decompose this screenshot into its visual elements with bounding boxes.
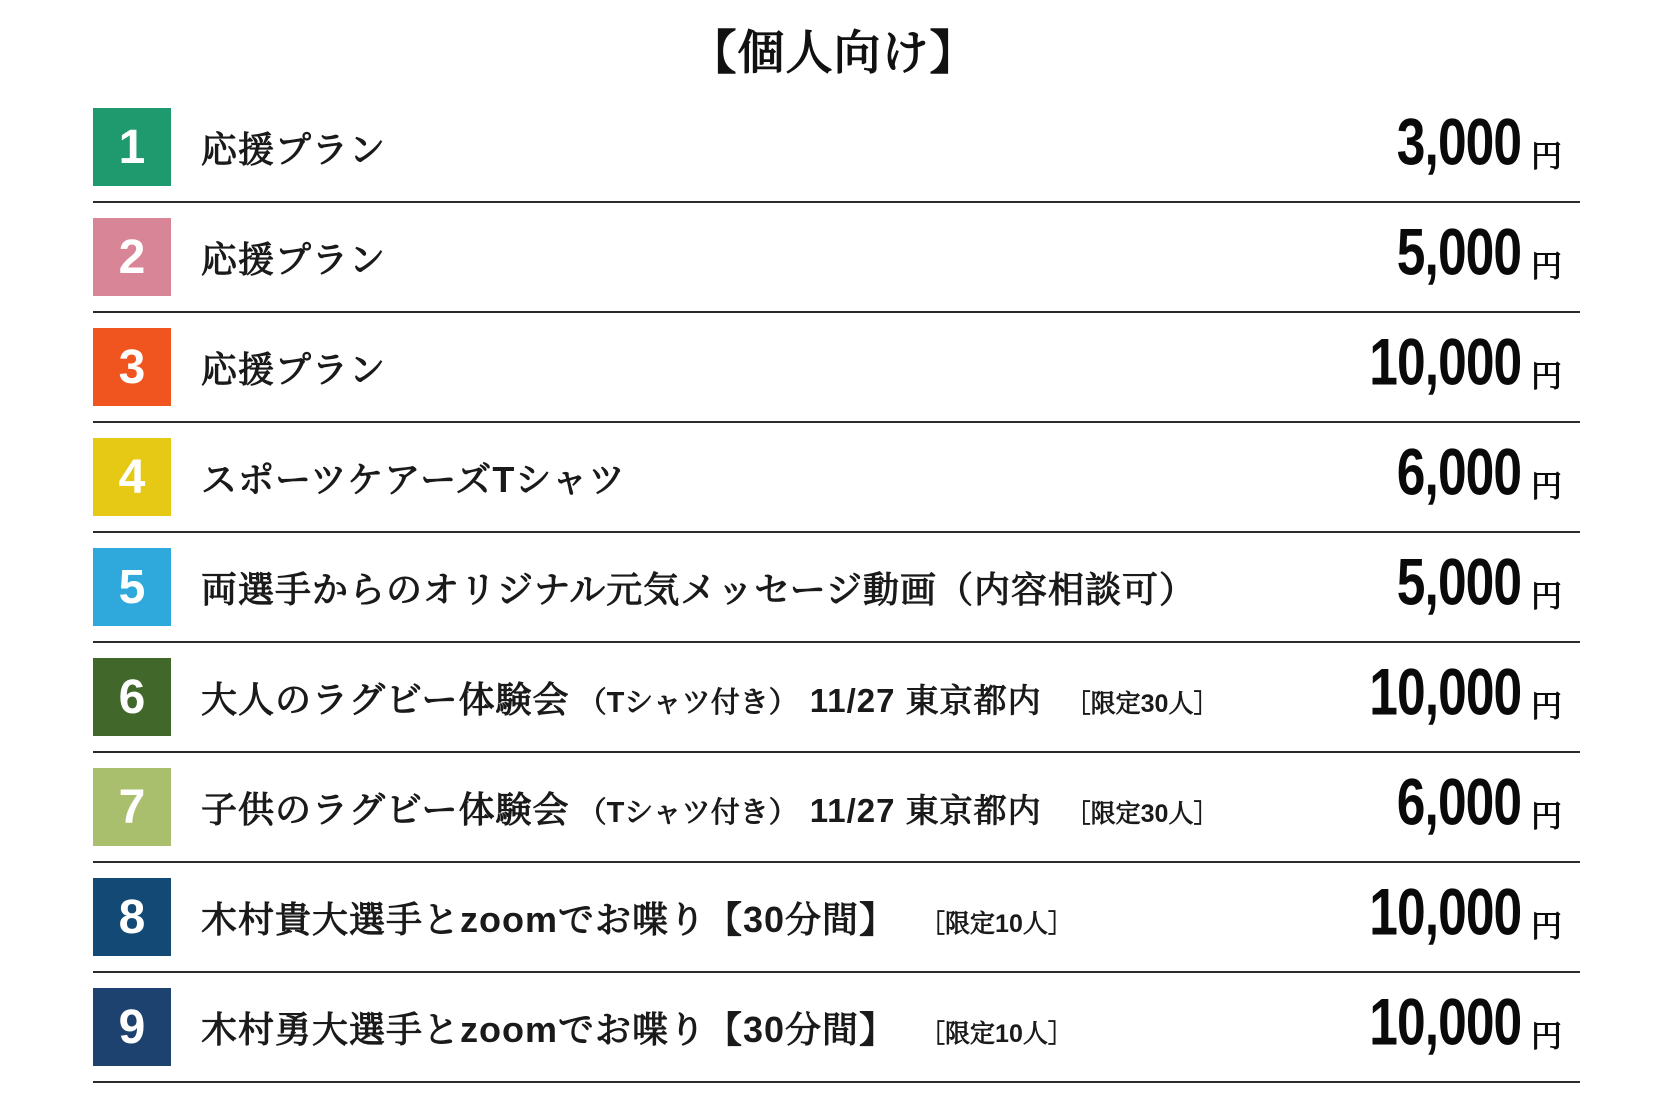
item-limit-note: ［限定30人］ [1065, 799, 1219, 828]
item-limit-note: ［限定10人］ [920, 909, 1073, 938]
item-price: 10,000 [1368, 323, 1521, 399]
item-limit-note: ［限定30人］ [1065, 689, 1219, 718]
currency-yen: 円 [1531, 798, 1562, 834]
item-price: 6,000 [1396, 763, 1521, 839]
item-label: 両選手からのオリジナル元気メッセージ動画（内容相談可） [201, 568, 1197, 610]
list-item [93, 973, 1580, 1083]
list-item [93, 753, 1580, 863]
item-number-badge: 9 [93, 988, 171, 1066]
currency-yen: 円 [1531, 578, 1562, 614]
currency-yen: 円 [1531, 1018, 1562, 1054]
item-number-badge: 2 [93, 218, 171, 296]
item-price: 10,000 [1368, 983, 1521, 1059]
currency-yen: 円 [1531, 908, 1562, 944]
item-detail: 11/27 東京都内 [809, 681, 1042, 719]
list-item [93, 313, 1580, 423]
pricing-list [93, 93, 1580, 1083]
currency-yen: 円 [1531, 248, 1562, 284]
item-label: スポーツケアーズTシャツ [201, 458, 626, 500]
list-item [93, 863, 1580, 973]
item-label: 応援プラン [201, 348, 387, 390]
item-limit-note: ［限定10人］ [920, 1019, 1073, 1048]
item-number-badge: 6 [93, 658, 171, 736]
item-label: 応援プラン [201, 238, 387, 280]
item-price: 5,000 [1396, 213, 1521, 289]
item-price: 3,000 [1396, 103, 1521, 179]
item-number-badge: 3 [93, 328, 171, 406]
item-price: 10,000 [1368, 873, 1521, 949]
item-price: 6,000 [1396, 433, 1521, 509]
currency-yen: 円 [1531, 358, 1562, 394]
item-number-badge: 7 [93, 768, 171, 846]
item-price: 10,000 [1368, 653, 1521, 729]
item-label: 応援プラン [201, 128, 387, 170]
item-label: 木村貴大選手とzoomでお喋り【30分間】 [201, 898, 897, 940]
list-item [93, 533, 1580, 643]
page-title: 【個人向け】 [689, 26, 978, 79]
item-label: 大人のラグビー体験会 [201, 678, 570, 720]
item-sub-label: （Tシャツ付き） [577, 796, 798, 829]
list-item [93, 423, 1580, 533]
item-number-badge: 4 [93, 438, 171, 516]
item-number-badge: 5 [93, 548, 171, 626]
currency-yen: 円 [1531, 688, 1562, 724]
item-price: 5,000 [1396, 543, 1521, 619]
item-label: 木村勇大選手とzoomでお喋り【30分間】 [201, 1008, 897, 1050]
list-item [93, 643, 1580, 753]
list-item [93, 93, 1580, 203]
item-number-badge: 8 [93, 878, 171, 956]
currency-yen: 円 [1531, 468, 1562, 504]
item-label: 子供のラグビー体験会 [201, 788, 570, 830]
currency-yen: 円 [1531, 138, 1562, 174]
list-item [93, 203, 1580, 313]
item-number-badge: 1 [93, 108, 171, 186]
item-detail: 11/27 東京都内 [809, 791, 1042, 829]
item-sub-label: （Tシャツ付き） [577, 686, 798, 719]
